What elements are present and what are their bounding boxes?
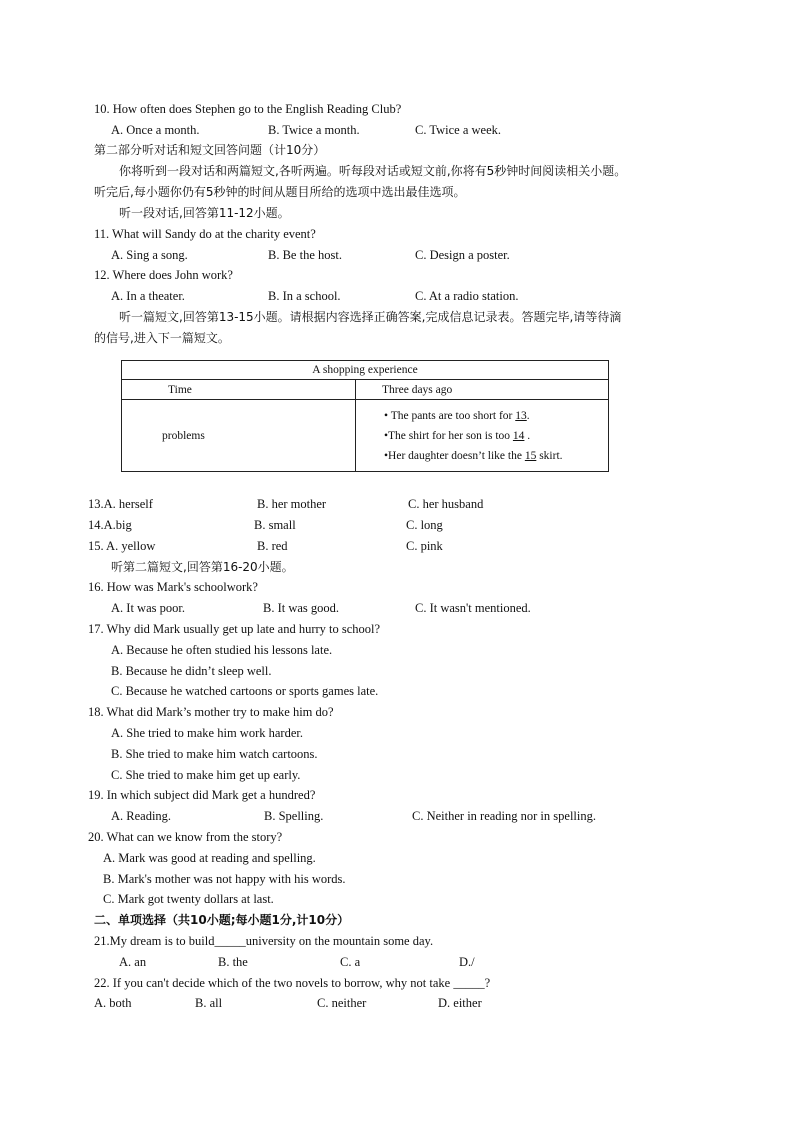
q22-option-a: A. both: [94, 996, 132, 1010]
q10-stem: 10. How often does Stephen go to the English Reading Club?: [94, 102, 402, 116]
q18-option-b: B. She tried to make him watch cartoons.: [111, 747, 318, 761]
table-time-label: Time: [122, 380, 356, 400]
blank-13: 13: [515, 409, 527, 422]
q14-option-a: 14.A.big: [88, 518, 132, 532]
problem-item-13: • The pants are too short for 13.: [384, 409, 530, 422]
q22-option-d: D. either: [438, 996, 482, 1010]
q20-option-a: A. Mark was good at reading and spelling.: [103, 851, 316, 865]
passage2-instruction: 听第二篇短文,回答第16-20小题。: [111, 560, 294, 574]
q14-option-c: C. long: [406, 518, 443, 532]
q17-option-c: C. Because he watched cartoons or sports games late.: [111, 684, 379, 698]
q11-stem: 11. What will Sandy do at the charity event?: [94, 227, 316, 241]
q22-option-c: C. neither: [317, 996, 367, 1010]
q10-option-c: C. Twice a week.: [415, 123, 502, 137]
q21-option-b: B. the: [218, 955, 248, 969]
problem-13-text: The pants are too short for: [390, 409, 516, 422]
q21-option-d: D./: [459, 955, 475, 969]
q10-option-a: A. Once a month.: [111, 123, 200, 137]
part2-instruction-line2: 听完后,每小题你仍有5秒钟的时间从题目所给的选项中选出最佳选项。: [94, 185, 466, 199]
q13-option-b: B. her mother: [257, 497, 327, 511]
q21-option-a: A. an: [119, 955, 147, 969]
section2-heading: 二、单项选择（共10小题;每小题1分,计10分）: [94, 913, 350, 927]
q12-option-c: C. At a radio station.: [415, 289, 519, 303]
q19-stem: 19. In which subject did Mark get a hundred?: [88, 788, 316, 802]
q20-option-b: B. Mark's mother was not happy with his words.: [103, 872, 346, 886]
q17-option-b: B. Because he didn’t sleep well.: [111, 664, 272, 678]
q21-stem: 21.My dream is to build_____university on the mountain some day.: [94, 934, 434, 948]
problem-14-text: The shirt for her son is too: [388, 429, 513, 442]
q12-stem: 12. Where does John work?: [94, 268, 233, 282]
blank-15: 15: [524, 449, 537, 462]
q15-option-c: C. pink: [406, 539, 443, 553]
q15-option-a: 15. A. yellow: [88, 539, 156, 553]
q19-option-b: B. Spelling.: [264, 809, 324, 823]
q22-option-b: B. all: [195, 996, 223, 1010]
q11-option-c: C. Design a poster.: [415, 248, 510, 262]
table-time-value: Three days ago: [356, 380, 609, 400]
table-title: A shopping experience: [122, 361, 609, 380]
shopping-info-table: [121, 360, 609, 472]
q18-option-a: A. She tried to make him work harder.: [111, 726, 303, 740]
part2-heading: 第二部分听对话和短文回答问题（计10分）: [94, 143, 326, 157]
q13-option-c: C. her husband: [408, 497, 484, 511]
q16-option-a: A. It was poor.: [111, 601, 185, 615]
q17-option-a: A. Because he often studied his lessons late.: [111, 643, 333, 657]
problem-item-15: •Her daughter doesn’t like the 15 skirt.: [384, 449, 563, 462]
problem-15-end: skirt.: [536, 449, 563, 462]
dialog-instruction: 听一段对话,回答第11-12小题。: [119, 206, 290, 220]
passage1-instruction-line2: 的信号,进入下一篇短文。: [94, 331, 230, 345]
q22-stem: 22. If you can't decide which of the two novels to borrow, why not take _____?: [94, 976, 491, 990]
q15-option-b: B. red: [257, 539, 288, 553]
q19-option-a: A. Reading.: [111, 809, 172, 823]
problem-14-end: .: [524, 429, 531, 442]
q18-option-c: C. She tried to make him get up early.: [111, 768, 301, 782]
q18-stem: 18. What did Mark’s mother try to make him do?: [88, 705, 334, 719]
q16-stem: 16. How was Mark's schoolwork?: [88, 580, 258, 594]
q16-option-c: C. It wasn't mentioned.: [415, 601, 531, 615]
problem-15-text: Her daughter doesn’t like the: [388, 449, 525, 462]
q14-option-b: B. small: [254, 518, 296, 532]
q17-stem: 17. Why did Mark usually get up late and hurry to school?: [88, 622, 381, 636]
problem-item-14: •The shirt for her son is too 14 .: [384, 429, 531, 442]
blank-14: 14: [512, 429, 525, 442]
q10-option-b: B. Twice a month.: [268, 123, 360, 137]
q20-option-c: C. Mark got twenty dollars at last.: [103, 892, 274, 906]
q21-option-c: C. a: [340, 955, 361, 969]
problem-13-end: .: [526, 409, 530, 422]
q12-option-b: B. In a school.: [268, 289, 341, 303]
q16-option-b: B. It was good.: [263, 601, 340, 615]
q11-option-b: B. Be the host.: [268, 248, 342, 262]
q12-option-a: A. In a theater.: [111, 289, 185, 303]
q13-option-a: 13.A. herself: [88, 497, 153, 511]
part2-instruction-line1: 你将听到一段对话和两篇短文,各听两遍。听每段对话或短文前,你将有5秒钟时间阅读相关小题。: [119, 164, 627, 178]
table-problems-list: [356, 400, 609, 472]
q19-option-c: C. Neither in reading nor in spelling.: [412, 809, 596, 823]
passage1-instruction-line1: 听一篇短文,回答第13-15小题。请根据内容选择正确答案,完成信息记录表。答题完毕,请等待滴: [119, 310, 622, 324]
q11-option-a: A. Sing a song.: [111, 248, 188, 262]
q20-stem: 20. What can we know from the story?: [88, 830, 283, 844]
table-problems-label: problems: [122, 400, 356, 472]
